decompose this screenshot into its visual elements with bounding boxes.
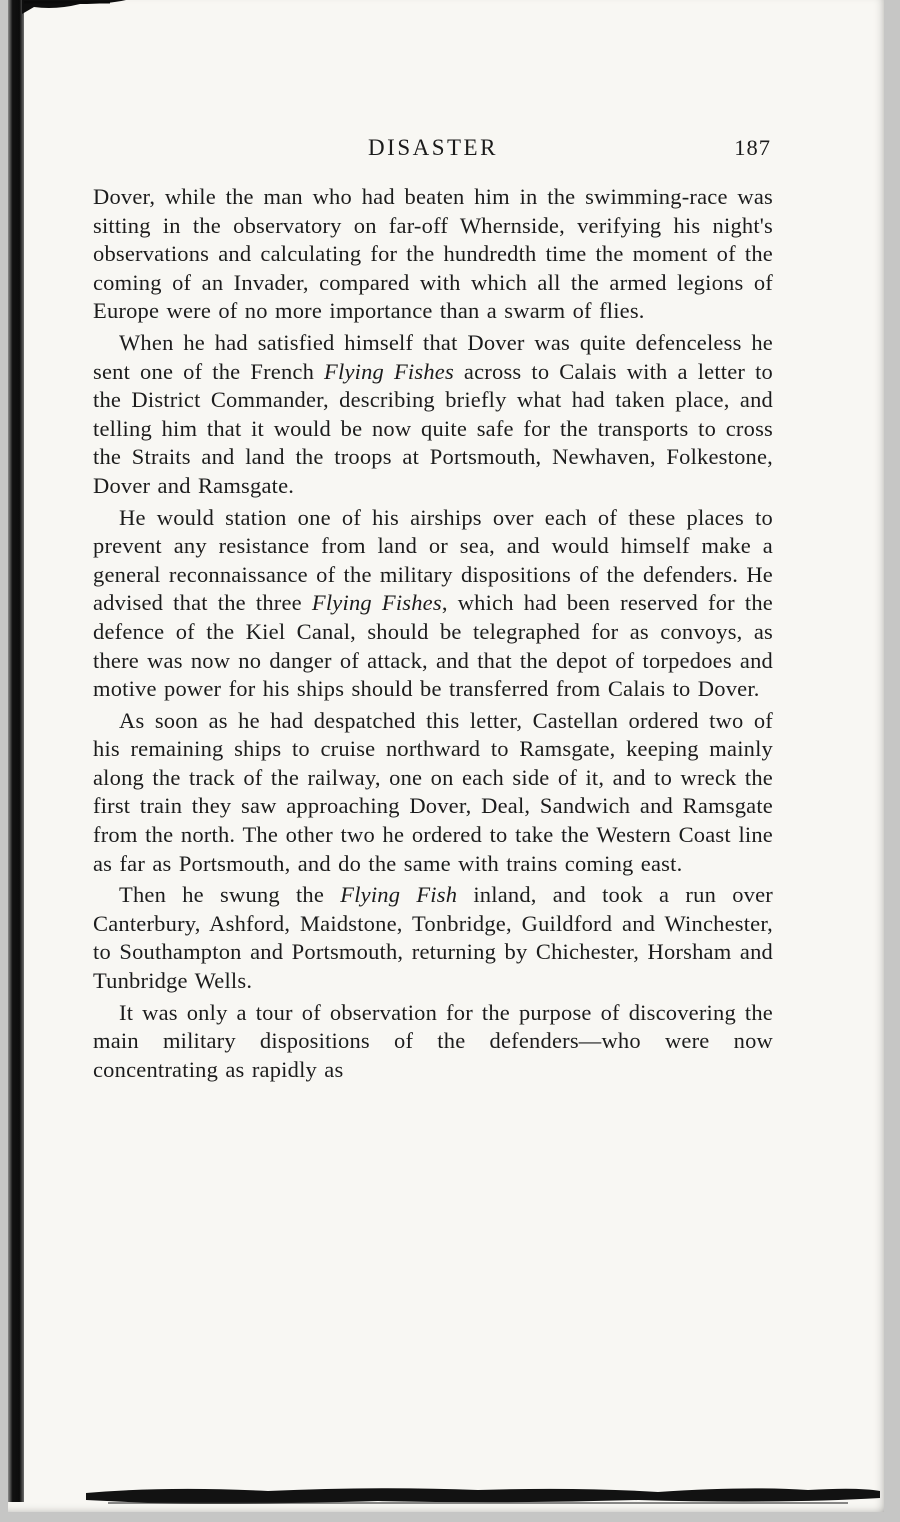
page-header (93, 135, 773, 167)
paragraph (93, 329, 773, 501)
page-number: 187 (734, 135, 771, 160)
paragraph (93, 504, 773, 704)
text-run: across to Calais with a letter to the District Commander, describing briefly what had taken place, and telling him that it would be now quite safe for the transports to cross the Straits and land the troops at Portsmouth, Newhaven, Folkestone, Dover and Ramsgate. (93, 358, 774, 498)
paragraph (93, 999, 773, 1085)
text-run: , which had been reserved for the defence of the Kiel Canal, should be telegraphed for as convoys, as there was now no danger of attack, and that the depot of torpedoes and motive power for his ships should be transferred from Calais to Dover. (93, 590, 773, 702)
text-run: He would station one of his airships over each of these places to prevent any resistance from land or sea, and would himself make a general reconnaissance of the military dispositions of the defenders. He advised that the three (93, 504, 773, 616)
book-page (8, 0, 884, 1512)
text-run: inland, and took a run over Canterbury, Ashford, Maidstone, Tonbridge, Guildford and Winchester, to Southampton and Portsmouth, returning by Chichester, Horsham and Tunbridge Wells. (93, 882, 773, 994)
scan-gutter-shadow-artifact (8, 0, 24, 1502)
text-run: Then he swung the (119, 882, 341, 908)
text-run-italic: Flying Fish (340, 882, 458, 908)
scan-bottom-edge-artifact (78, 1482, 888, 1510)
text-block (93, 183, 773, 1087)
text-run: When he had satisfied himself that Dover was quite defenceless he sent one of the French (93, 329, 773, 384)
paragraph (93, 881, 773, 995)
text-run: As soon as he had despatched this letter, Castellan ordered two of his remaining ships to cruise northward to Ramsgate, keeping mainly along the track of the railway, one on each side of it, and to wreck the first train they saw approaching Dover, Deal, Sandwich and Ramsgate from the north. The other two he ordered to take the Western Coast line as far as Portsmouth, and do the same with trains coming east. (93, 707, 773, 876)
running-head-title: DISASTER (368, 135, 498, 160)
text-run-italic: Flying Fishes (311, 590, 442, 616)
paragraph (93, 707, 773, 879)
text-run-italic: Flying Fishes (324, 358, 454, 384)
paragraph (93, 183, 773, 326)
scan-top-edge-artifact (22, 0, 132, 18)
text-run: Dover, while the man who had beaten him in the swimming-race was sitting in the observatory on far-off Whernside, verifying his night's observations and calculating for the hundredth time the moment of the coming of an Invader, compared with which all the armed legions of Europe were of no more importance than a swarm of flies. (93, 184, 773, 324)
text-run: It was only a tour of observation for the purpose of discovering the main military dispositions of the defenders—who were now concentrating as rapidly as (93, 999, 773, 1082)
